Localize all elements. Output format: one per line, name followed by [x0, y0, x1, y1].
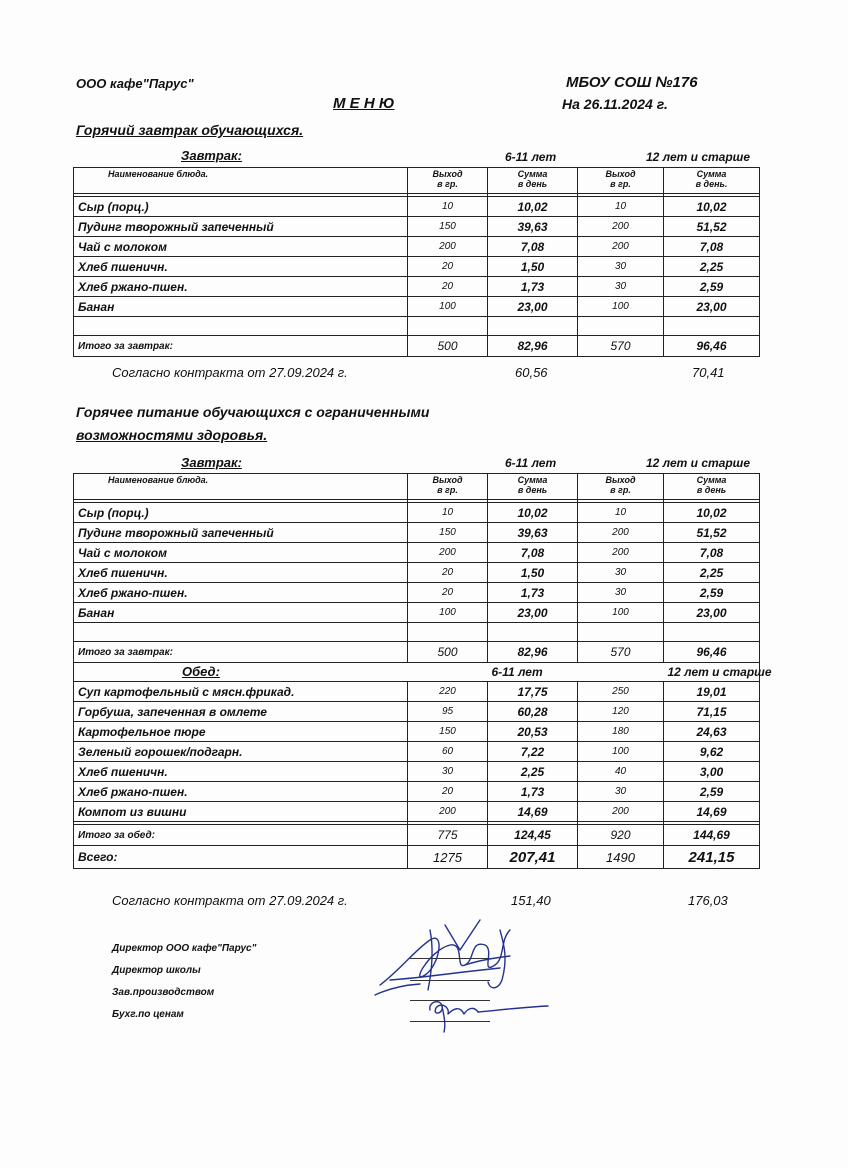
col-output-1: Выход в гр.: [408, 168, 488, 194]
section1-age1: 6-11 лет: [505, 150, 557, 164]
section2-age2: 12 лет и старше: [646, 456, 751, 470]
signature-production-head: Зав.производством: [112, 987, 215, 998]
special-needs-table: [73, 473, 772, 869]
table-row: Хлеб пшеничн. 20 1,50 30 2,25: [74, 257, 760, 277]
section2-meal-label: Завтрак:: [181, 455, 242, 470]
contract-label-1: Согласно контракта от 27.09.2024 г.: [112, 365, 348, 380]
school-name: МБОУ СОШ №176: [566, 74, 698, 91]
col-dish-name: Наименование блюда.: [74, 474, 408, 500]
signature-director-cafe: Директор ООО кафе"Парус": [112, 943, 257, 954]
signature-director-school: Директор школы: [112, 965, 201, 976]
table-row: Чай с молоком 200 7,08 200 7,08: [74, 543, 760, 563]
table-row: Компот из вишни 200 14,69 200 14,69: [74, 802, 760, 822]
section1-meal-label: Завтрак:: [181, 148, 242, 163]
signature-accountant: Бухг.по ценам: [112, 1009, 184, 1020]
table-row: Сыр (порц.) 10 10,02 10 10,02: [74, 197, 760, 217]
col-sum-2: Сумма в день.: [664, 168, 760, 194]
col-dish-name: Наименование блюда.: [74, 168, 408, 194]
table-row: Банан 100 23,00 100 23,00: [74, 603, 760, 623]
total-row: Итого за завтрак: 500 82,96 570 96,46: [74, 642, 760, 663]
table-row: Суп картофельный с мясн.фрикад. 220 17,75 250 19,01: [74, 682, 760, 702]
contract-value-1b: 70,41: [692, 365, 725, 380]
contract-value-2b: 176,03: [688, 893, 728, 908]
lunch-total-row: Итого за обед: 775 124,45 920 144,69: [74, 825, 760, 846]
lunch-meal-label: Обед:: [182, 664, 220, 679]
lunch-header-row: [74, 663, 760, 682]
table-row: Пудинг творожный запеченный 150 39,63 200 51,52: [74, 523, 760, 543]
section1-age2: 12 лет и старше: [646, 150, 751, 164]
table-row: Горбуша, запеченная в омлете 95 60,28 120 71,15: [74, 702, 760, 722]
contract-value-1a: 60,56: [515, 365, 548, 380]
company-name: ООО кафе"Парус": [76, 76, 194, 91]
empty-row: [74, 623, 760, 642]
col-output-1: Выход в гр.: [408, 474, 488, 500]
col-sum-2: Сумма в день: [664, 474, 760, 500]
grand-total-row: Всего: 1275 207,41 1490 241,15: [74, 846, 760, 869]
menu-date: На 26.11.2024 г.: [562, 96, 668, 112]
lunch-age2: 12 лет и старше: [667, 665, 772, 679]
table-row: Банан 100 23,00 100 23,00: [74, 297, 760, 317]
handwritten-signature: [370, 910, 560, 1040]
col-output-2: Выход в гр.: [578, 168, 664, 194]
table-header-row: [74, 474, 760, 500]
col-output-2: Выход в гр.: [578, 474, 664, 500]
total-row: Итого за завтрак: 500 82,96 570 96,46: [74, 336, 760, 357]
table-row: Хлеб ржано-пшен. 20 1,73 30 2,59: [74, 583, 760, 603]
contract-label-2: Согласно контракта от 27.09.2024 г.: [112, 893, 348, 908]
table-row: Картофельное пюре 150 20,53 180 24,63: [74, 722, 760, 742]
table-row: Чай с молоком 200 7,08 200 7,08: [74, 237, 760, 257]
section2-age1: 6-11 лет: [505, 456, 557, 470]
table-row: Хлеб ржано-пшен. 20 1,73 30 2,59: [74, 782, 760, 802]
section2-title-line1: Горячее питание обучающихся с ограниченными: [76, 404, 430, 420]
lunch-age1: 6-11 лет: [491, 665, 543, 679]
table-row: Сыр (порц.) 10 10,02 10 10,02: [74, 503, 760, 523]
empty-row: [74, 317, 760, 336]
contract-value-2a: 151,40: [511, 893, 551, 908]
table-row: Хлеб пшеничн. 20 1,50 30 2,25: [74, 563, 760, 583]
page-title: М Е Н Ю: [333, 95, 395, 112]
table-row: Пудинг творожный запеченный 150 39,63 200 51,52: [74, 217, 760, 237]
col-sum-1: Сумма в день: [488, 474, 578, 500]
breakfast-table: [73, 167, 760, 357]
col-sum-1: Сумма в день: [488, 168, 578, 194]
table-header-row: [74, 168, 760, 194]
table-row: Хлеб пшеничн. 30 2,25 40 3,00: [74, 762, 760, 782]
section1-title: Горячий завтрак обучающихся.: [76, 122, 304, 138]
table-row: Зеленый горошек/подгарн. 60 7,22 100 9,62: [74, 742, 760, 762]
section2-title-line2: возможностями здоровья.: [76, 427, 268, 443]
table-row: Хлеб ржано-пшен. 20 1,73 30 2,59: [74, 277, 760, 297]
